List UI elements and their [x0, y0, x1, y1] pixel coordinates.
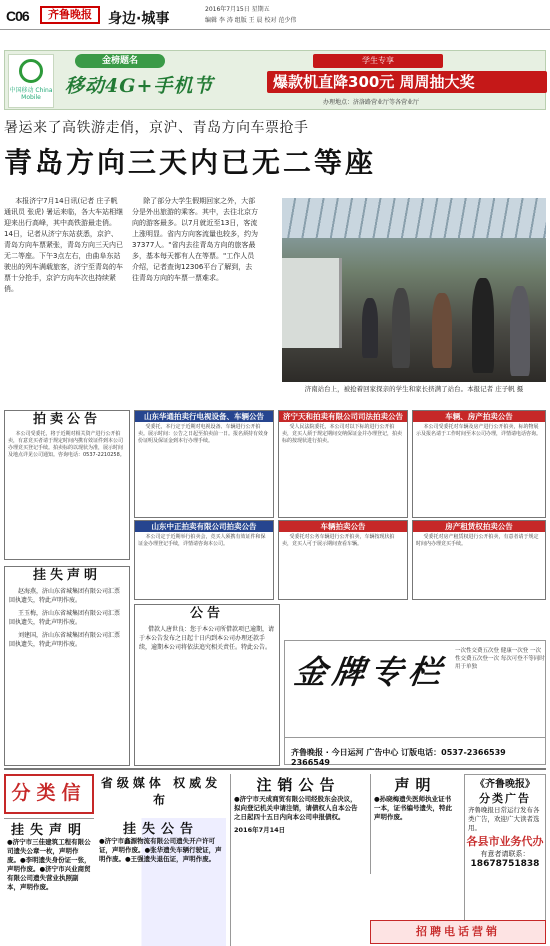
ad-pill: 金榜题名	[75, 54, 165, 68]
notice-general: 公告 借款人唐世良：您于本公司所借款项已逾期，请于本公告发布之日起十日内到本公司办理还款手续，逾期本公司将依法追究相关责任。特此公告。	[134, 604, 280, 766]
recruit-banner: 招聘电话营销	[416, 925, 500, 938]
newspaper-logo: 齐鲁晚报	[40, 6, 100, 24]
section-title: 身边·城事	[108, 11, 170, 27]
notice-car-auction: 车辆拍卖公告 受委托对公务车辆进行公开拍卖，车辆按现状拍卖，竞买人可于展示期间查看车辆。	[278, 520, 408, 600]
classifieds-cancel-title: 注销公告	[256, 776, 341, 794]
classifieds-notice-title: 挂失公告	[122, 822, 199, 837]
notice-tianhe: 济宁天和拍卖有限公司司法拍卖公告 受人民法院委托，本公司对以下标的进行公开拍卖，竞买人须于规定期间交纳保证金并办理登记，拍卖标的按现状进行拍卖。	[278, 410, 408, 518]
ad-vip-label: 学生专享	[313, 54, 443, 68]
notice-lease-auction: 房产租赁权拍卖公告 受委托对房产租赁权进行公开拍卖，有意者请于规定时间内办理竞买手续。	[412, 520, 546, 600]
ad-label: 分类广告	[479, 792, 531, 805]
masthead-bar	[0, 0, 550, 30]
article-column-2: 除了部分大学生假期回家之外，大部分是外出旅游的乘客。其中，去往北京方向的游客最多。以7月就近至13日，客流上涨明显。省内方向客流量也较多，约为37377人。"省内去往青岛方向的旅客最多，基本每天都有人在等票。"工作人员介绍，记者查询12306平台了解到，去往青岛方向的车票一票难求。	[132, 197, 258, 282]
article-headline	[4, 117, 546, 181]
notice-vehicle-house: 车辆、房产拍卖公告 本公司受委托对车辆及房产进行公开拍卖，标的物展示及报名请于工作时间至本公司办理，详情请电话咨询。	[412, 410, 546, 518]
mobile-advert[interactable]	[4, 50, 546, 110]
agency-label: 各县市业务代办	[466, 835, 544, 848]
page-number: C06	[6, 8, 29, 24]
ad-note: 办理地点：济洛路营业厅等各营业厅	[323, 99, 420, 106]
notice-huatong: 山东华通拍卖行电视设备、车辆公告 受委托，本行定于近期对电视设备、车辆进行公开拍卖。展示时间：公告之日起至拍卖前一日。报名须持有效身份证明及保证金到本行办理手续。	[134, 410, 274, 518]
issue-date: 2016年7月15日 星期五	[205, 6, 270, 13]
station-photo	[282, 198, 546, 382]
classifieds-lost-title: 挂失声明	[10, 823, 87, 838]
classifieds-statement-title: 声明	[394, 776, 437, 794]
classifieds-title: 分类信	[11, 782, 87, 804]
classifieds-section: 分类信 省级媒体 权威发布 挂失声明 ●济宁市三佳建筑工程有限公司遗失公章一枚，声明作废。●李明遗失身份证一张，声明作废。●济宁市兴业商贸有限公司遗失营业执照副本，声明作废。 挂失公告 ●济宁市鑫源物流有限公司遗失开户许可证，声明作废。●张华遗失车辆行驶证，声明作废。●王强遗失退伍证，声明作废。 注销公告 ●济宁市天成商贸有限公司经股东会决议，拟向登记机关申请注销，请债权人自本公告之日起四十五日内向本公司申报债权。 2016年7月14日 声明 ●孙晓梅遗失医师执业证书一本，证书编号遗失，特此声明作废。 《齐鲁晚报》 分类广告 齐鲁晚报日常运行发布各类广告，欢迎广大读者选用。 各县市业务代办 有意者请联系： 18678751838 招聘电话营销	[4, 768, 546, 944]
brand-footer: 齐鲁晚报 · 今日运河 广告中心 订版电话：0537-2366539 2366549	[285, 737, 545, 764]
contact-label: 有意者请联系：	[480, 850, 530, 858]
article-kicker: 暑运来了高铁游走俏，京沪、青岛方向车票抢手	[4, 120, 309, 136]
cancel-date: 2016年7月14日	[234, 826, 286, 834]
notice-auction: 拍卖公告 本公司受委托，将于近期对相关资产进行公开拍卖，有意竞买者请于规定时间内携有效证件到本公司办理竞买登记手续。拍卖标的以现状为准，展示时间及地点详见公司通知。咨询电话：0537-2210258。	[4, 410, 130, 560]
paper-name: 《齐鲁晚报》	[475, 779, 535, 790]
notice-lost: 挂失声明 赵海燕，济山东省城集团有限公司汇票回执遗失，特此声明作废。 王玉梅，济山东省城集团有限公司汇票回执遗失，特此声明作废。 刘建国，济山东省城集团有限公司汇票回执遗失，特此声明作废。	[4, 566, 130, 766]
ad-slogan: 移动4G+手机节	[65, 75, 214, 97]
china-mobile-logo: 中国移动 China Mobile	[8, 54, 54, 108]
brand-column-ad	[284, 640, 546, 765]
ad-promo: 爆款机直降300元 周周抽大奖	[267, 71, 547, 93]
editors-line: 编辑 李 涛 组版 王 晨 校对 范少伟	[205, 17, 297, 24]
notice-zhongzheng: 山东中正拍卖有限公司拍卖公告 本公司定于近期举行拍卖会，竞买人须携有效证件和保证金办理登记手续，详情请咨询本公司。	[134, 520, 274, 600]
brand-tagline: 一次性交费五次登 健康一次登 一次性交费五次登一次 每次可登不等同时用于单独	[455, 648, 545, 670]
photo-caption: 济南站台上，被抢着回家探亲的学生和家长挤满了站台。本报记者 庄子帆 摄	[304, 385, 524, 393]
article-title: 青岛方向三天内已无二等座	[4, 146, 377, 179]
contact-phone[interactable]: 18678751838	[470, 859, 540, 869]
article-column-1: 本报济宁7月14日讯(记者 庄子帆 通讯员 张虎) 暑运来临，各大车站相继迎来出行高峰，其中高铁游最走俏。14日，记者从济宁东站获悉，京沪、青岛方向车票紧张，青岛方向三天内已无二等座。下午3点左右，由曲阜东站驶出的列车满载旅客，济宁至青岛的车票十分抢手，京沪方向车次也持续紧俏。	[4, 197, 124, 293]
classifieds-hotline	[96, 812, 226, 814]
china-mobile-icon	[19, 59, 43, 83]
brand-title: 金牌专栏	[292, 653, 450, 691]
classifieds-slogan: 省级媒体 权威发布	[100, 776, 222, 807]
